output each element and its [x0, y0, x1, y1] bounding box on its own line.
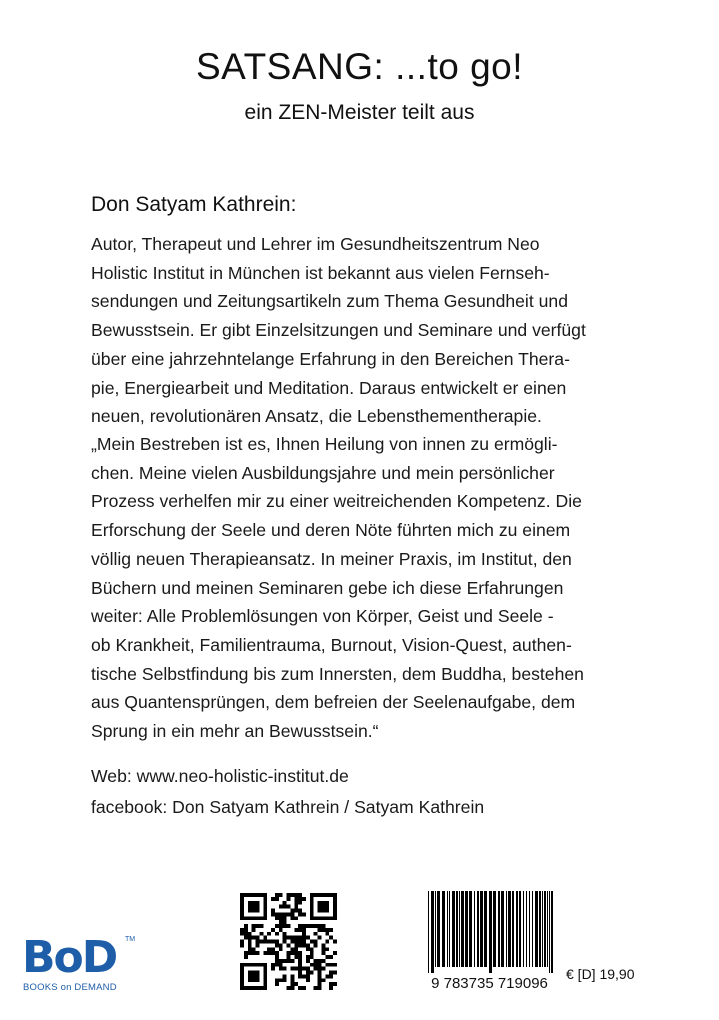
isbn-digits: 9 783735 719096: [431, 975, 548, 991]
bio-line: Holistic Institut in München ist bekannt aus vielen Fernseh-: [91, 262, 550, 283]
bio-line: pie, Energiearbeit und Meditation. Daraus entwickelt er einen: [91, 377, 567, 398]
publisher-tagline: BOOKS on DEMAND: [23, 982, 117, 993]
publisher-logo-text: BoD: [22, 932, 117, 983]
price-label: € [D] 19,90: [566, 966, 635, 982]
quote-line: Büchern und meinen Seminaren gebe ich diese Erfahrungen: [91, 577, 564, 598]
quote-line: Erforschung der Seele und deren Nöte führten mich zu einem: [91, 520, 571, 541]
quote-line: weiter: Alle Problemlösungen von Körper, Geist und Seele -: [91, 606, 554, 627]
quote-line: ob Krankheit, Familientrauma, Burnout, Vision-Quest, authen-: [91, 634, 572, 655]
publisher-logo: [22, 932, 137, 996]
bio-line: über eine jahrzehntelange Erfahrung in den Bereichen Thera-: [91, 348, 570, 369]
publisher-tm: TM: [125, 936, 136, 943]
quote-line: „Mein Bestreben ist es, Ihnen Heilung von innen zu ermögli-: [91, 434, 558, 454]
quote-line: völlig neuen Therapieansatz. In meiner Praxis, im Institut, den: [91, 548, 572, 569]
bio-line: neuen, revolutionären Ansatz, die Lebensthementherapie.: [91, 406, 542, 427]
author-heading: Don Satyam Kathrein:: [91, 193, 297, 216]
book-subtitle: ein ZEN-Meister teilt aus: [244, 101, 475, 124]
facebook-line: facebook: Don Satyam Kathrein / Satyam Kathrein: [91, 797, 485, 817]
author-bio: [91, 230, 631, 431]
bio-line: Bewusstsein. Er gibt Einzelsitzungen und Seminare und verfügt: [91, 320, 586, 341]
qr-code-icon: [240, 893, 337, 990]
quote-line: aus Quantensprüngen, dem befreien der Seelenaufgabe, dem: [91, 692, 576, 713]
author-quote: [91, 430, 631, 746]
book-title: SATSANG: ...to go!: [195, 46, 524, 87]
quote-line: Sprung in ein mehr an Bewusstsein.“: [91, 721, 379, 742]
barcode-icon: [422, 891, 557, 991]
quote-line: Prozess verhelfen mir zu einer weitreichenden Kompetenz. Die: [91, 491, 582, 512]
quote-line: chen. Meine vielen Ausbildungsjahre und mein persönlicher: [91, 462, 555, 483]
website-line: Web: www.neo-holistic-institut.de: [91, 766, 349, 786]
quote-line: tische Selbstfindung bis zum Innersten, dem Buddha, bestehen: [91, 663, 584, 684]
bio-line: sendungen und Zeitungsartikeln zum Thema Gesundheit und: [91, 291, 568, 312]
bio-line: Autor, Therapeut und Lehrer im Gesundheitszentrum Neo: [91, 234, 540, 254]
